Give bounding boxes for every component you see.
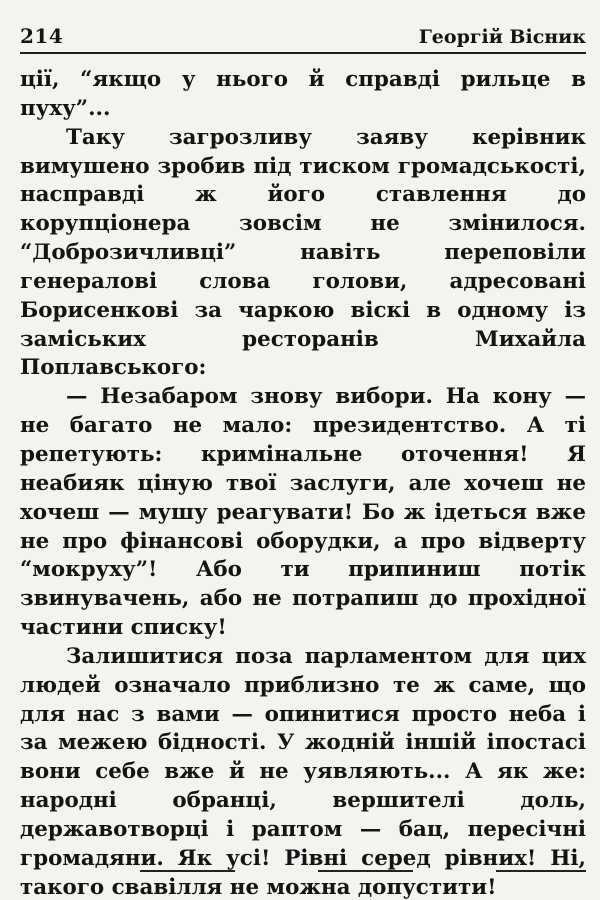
footer-divider	[140, 870, 235, 872]
paragraph: Залишитися поза парламентом для цих людей означало приблизно те ж саме, що для нас з вами — опинитися просто неба і за межею бідності. У жодній іншій іпостасі вони себе вже й не уявляють... А як же: народні обранці, вершителі доль, державотворці і раптом — бац, пересічні громадяни. Як усі! Рівні серед рівних! Ні, такого свавілля не можна допустити!	[20, 643, 586, 900]
header-divider	[20, 52, 586, 54]
page-body	[20, 66, 586, 900]
page-header	[20, 18, 586, 48]
footer-rules	[20, 870, 586, 878]
paragraph: — Незабаром знову вибори. На кону — не багато не мало: президентство. А ті репетують: кримінальне оточення! Я неабияк ціную твої заслуги, але хочеш не хочеш — мушу реагувати! Бо ж ідеться вже не про фінансові оборудки, а про відверту “мокруху”! Або ти припиниш потік звинувачень, або не потрапиш до прохідної частини списку!	[20, 384, 586, 641]
paragraph: Таку загрозливу заяву керівник вимушено зробив під тиском громадськості, насправді ж його ставлення до корупціонера зовсім не змінилося. “Доброзичливці” навіть переповіли генералові слова голови, адресовані Борисенкові за чаркою віскі в одному із заміських ресторанів Михайла Поплавського:	[20, 124, 586, 381]
page-number: 214	[20, 24, 64, 48]
footer-divider	[496, 870, 586, 872]
paragraph: ції, “якщо у нього й справді рильце в пуху”...	[20, 67, 586, 121]
running-head-author: Георгій Вісник	[418, 26, 586, 48]
footer-divider	[318, 870, 413, 872]
